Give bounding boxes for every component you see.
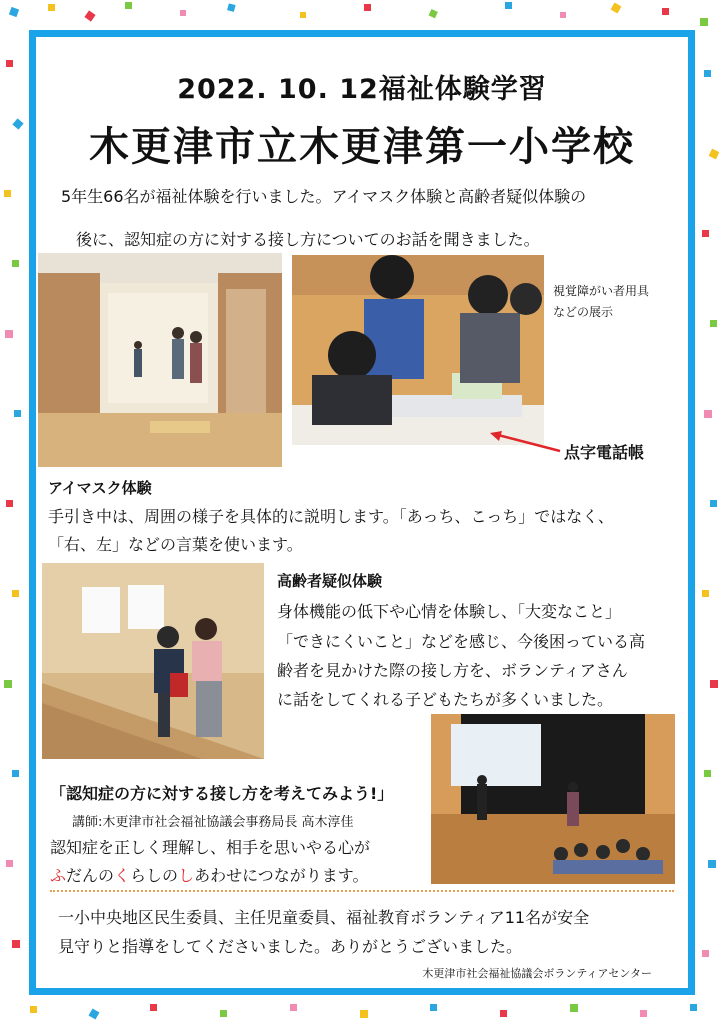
display-caption: [553, 281, 649, 323]
dotted-divider: [50, 890, 674, 892]
elderly-line-4: に話をしてくれる子どもたちが多くいました。: [277, 690, 614, 709]
lecture-speaker: 講師:木更津市社会福祉協議会事務局長 高木淳佳: [72, 815, 354, 830]
footer-line-2: 見守りと指導をしてくださいました。ありがとうございました。: [58, 937, 523, 956]
content-frame: [29, 30, 695, 995]
lecture-line-2-part: あわせにつながります。: [194, 866, 369, 885]
display-caption-line-2: などの展示: [553, 305, 614, 319]
highlight-shi: し: [178, 866, 195, 885]
organization-credit: 木更津市社会福祉協議会ボランティアセンター: [422, 967, 652, 980]
event-date-title: 2022. 10. 12福祉体験学習: [177, 74, 547, 105]
footer-line-1: 一小中央地区民生委員、主任児童委員、福祉教育ボランティア11名が安全: [58, 908, 590, 927]
lecture-line-1: 認知症を正しく理解し、相手を思いやる心が: [50, 838, 371, 857]
school-name: 木更津市立木更津第一小学校: [89, 124, 635, 170]
elderly-line-2: 「できにくいこと」などを感じ、今後困っている高: [277, 632, 646, 651]
eye-mask-line-1: 手引き中は、周囲の様子を具体的に説明します。「あっち、こっち」ではなく、: [48, 507, 614, 526]
elderly-line-1: 身体機能の低下や心情を体験し、「大変なこと」: [277, 602, 622, 621]
display-caption-line-1: 視覚障がい者用具: [553, 284, 650, 298]
highlight-ku: く: [114, 866, 131, 885]
highlight-fu: ふ: [50, 866, 67, 885]
eye-mask-title: アイマスク体験: [48, 479, 152, 497]
elderly-line-3: 齢者を見かけた際の接し方を、ボランティアさん: [277, 661, 628, 680]
braille-arrow-icon: [486, 427, 566, 457]
intro-line-2: 後に、認知症の方に対する接し方についてのお話を聞きました。: [76, 230, 540, 249]
intro-line-1: 5年生66名が福祉体験を行いました。アイマスク体験と高齢者疑似体験の: [61, 187, 587, 206]
lecture-line-2-part: だんの: [66, 866, 115, 885]
eye-mask-line-2: 「右、左」などの言葉を使います。: [48, 535, 303, 554]
braille-phonebook-label: 点字電話帳: [564, 443, 645, 462]
elderly-title: 高齢者疑似体験: [277, 572, 383, 590]
photo-eye-mask-doorway: [38, 253, 282, 467]
lecture-title: 「認知症の方に対する接し方を考えてみよう!」: [50, 784, 394, 803]
photo-lecture: [431, 714, 675, 884]
photo-display-viewing: [292, 255, 544, 445]
lecture-line-2-part: らしの: [130, 866, 179, 885]
lecture-line-2: [50, 863, 368, 886]
photo-elderly-simulation: [42, 563, 264, 759]
